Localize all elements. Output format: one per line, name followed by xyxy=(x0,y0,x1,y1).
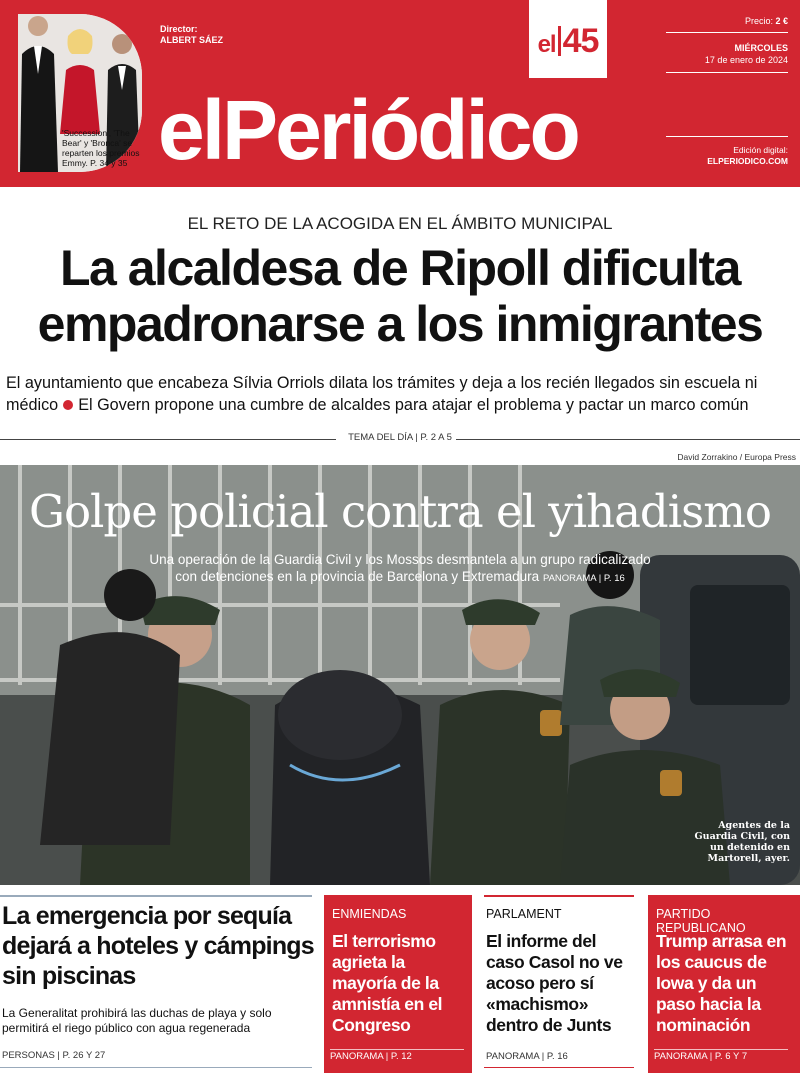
badge-bar xyxy=(558,26,561,56)
lead-headline-line1: La alcaldesa de Ripoll dificulta xyxy=(60,240,740,296)
section-ref: TEMA DEL DÍA | P. 2 A 5 xyxy=(348,432,452,443)
story-ref: PANORAMA | P. 6 Y 7 xyxy=(654,1051,748,1062)
issue-date: 17 de enero de 2024 xyxy=(704,55,788,65)
story-card-enmiendas[interactable] xyxy=(324,895,472,1073)
masthead-divider xyxy=(666,72,788,73)
price xyxy=(745,16,788,26)
photo-subtitle xyxy=(0,551,800,587)
photo-caption: Agentes de la Guardia Civil, con un detenido en Martorell, ayer. xyxy=(694,820,790,864)
story-ref-drought: PERSONAS | P. 26 Y 27 xyxy=(2,1050,106,1061)
photo-subtitle-line1: Una operación de la Guardia Civil y los Mossos desmantela a un grupo radicalizado xyxy=(149,552,651,567)
story-card-trump[interactable] xyxy=(648,895,800,1073)
bullet-dot-icon xyxy=(63,400,73,410)
edition-url[interactable]: ELPERIODICO.COM xyxy=(707,156,788,166)
edition-label: Edición digital: xyxy=(733,145,788,155)
story-divider xyxy=(654,1049,788,1050)
director-name: ALBERT SÁEZ xyxy=(160,35,223,45)
price-value: 2 € xyxy=(775,16,788,26)
story-divider xyxy=(330,1049,464,1050)
newspaper-logo: elPeriódico xyxy=(158,83,578,177)
emmy-caption: 'Succession', 'The Bear' y 'Bronca' se reparten los premios Emmy. P. 34 y 35 xyxy=(62,128,140,168)
price-label: Precio: xyxy=(744,16,773,26)
story-divider xyxy=(484,895,634,897)
lead-subhead xyxy=(6,372,796,416)
photo-credit: David Zorrakino / Europa Press xyxy=(677,452,796,462)
story-headline-drought[interactable]: La emergencia por sequía dejará a hoteles y cámpings sin piscinas xyxy=(2,902,314,990)
badge-number: 45 xyxy=(562,22,599,60)
masthead-divider xyxy=(666,32,788,33)
anniversary-badge xyxy=(529,0,607,78)
story-label: ENMIENDAS xyxy=(332,907,407,921)
story-headline: El terrorismo agrieta la mayoría de la amnistía en el Congreso xyxy=(332,931,443,1035)
lead-subhead-part2: El Govern propone una cumbre de alcaldes para atajar el problema y pactar un marco común xyxy=(78,396,749,414)
lead-headline[interactable] xyxy=(0,240,800,352)
weekday: MIÉRCOLES xyxy=(734,43,788,53)
story-divider xyxy=(0,895,312,897)
section-ref-row xyxy=(0,432,800,446)
story-divider xyxy=(0,1067,312,1068)
story-ref: PANORAMA | P. 12 xyxy=(330,1051,412,1062)
director-label: Director: xyxy=(160,24,198,34)
story-body-drought: La Generalitat prohibirá las duchas de playa y solo permitirá el riego público con agua regenerada xyxy=(2,1006,272,1035)
story-ref: PANORAMA | P. 16 xyxy=(486,1051,568,1062)
lead-headline-line2: empadronarse a los inmigrantes xyxy=(37,296,763,352)
photo-subtitle-line2: con detenciones en la provincia de Barcelona y Extremadura xyxy=(175,569,540,584)
lead-subhead-part1: El ayuntamiento que encabeza Sílvia Orriols dilata los trámites y deja a los recién llegados sin escuela ni médico xyxy=(6,374,758,414)
photo-headline[interactable]: Golpe policial contra el yihadismo xyxy=(29,485,771,538)
story-label: PARTIDO REPUBLICANO xyxy=(656,907,746,935)
story-headline: El informe del caso Casol no ve acoso pero sí «machismo» dentro de Junts xyxy=(486,931,623,1035)
story-divider xyxy=(484,1067,634,1068)
photo-subtitle-ref: PANORAMA | P. 16 xyxy=(542,573,625,584)
story-label: PARLAMENT xyxy=(486,907,562,921)
story-card-parlament[interactable] xyxy=(484,895,634,1073)
story-headline: Trump arrasa en los caucus de Iowa y da un paso hacia la nominación xyxy=(656,931,787,1035)
masthead xyxy=(0,0,800,187)
main-photo xyxy=(0,465,800,885)
masthead-divider xyxy=(666,136,788,137)
badge-el: el xyxy=(537,31,556,58)
rule-right xyxy=(456,439,800,440)
lead-kicker: EL RETO DE LA ACOGIDA EN EL ÁMBITO MUNICIPAL xyxy=(187,214,613,233)
